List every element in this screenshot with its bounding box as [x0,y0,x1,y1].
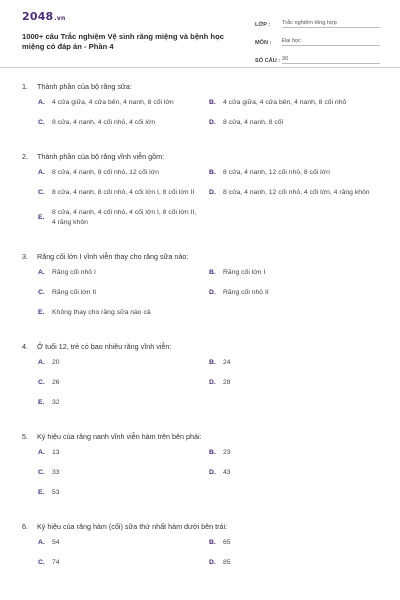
question-stem: Ký hiệu của răng nanh vĩnh viễn hàm trên bên phải: [37,432,202,441]
question-number: 6. [22,522,28,531]
option-text: 33 [52,469,60,476]
option-key: C. [38,189,45,196]
option-text: 24 [223,359,231,366]
option-text: Răng cối lớn I [223,269,266,276]
answer-option[interactable] [38,468,209,478]
answer-option[interactable] [209,268,380,278]
question-number: 4. [22,342,28,351]
option-key: A. [38,359,45,366]
question-item [22,152,380,238]
meta-label: LỚP : [255,22,271,28]
option-key: A. [38,169,45,176]
answer-option[interactable] [38,398,209,408]
option-key: C. [38,119,45,126]
option-key: A. [38,99,45,106]
answer-option[interactable] [38,448,209,458]
question-text [22,252,380,262]
option-text: 8 cửa, 4 nanh, 12 cối nhỏ, 8 cối lớn [223,169,330,176]
answer-option[interactable] [209,188,380,198]
meta-label: SỐ CÂU : [255,58,281,64]
option-text: 8 cửa, 4 nanh, 8 cối nhỏ, 12 cối lớn [52,169,159,176]
meta-row [255,50,380,64]
option-key: B. [209,99,216,106]
answer-option[interactable] [209,448,380,458]
option-text: 20 [52,359,60,366]
answer-option[interactable] [209,378,380,388]
question-number: 5. [22,432,28,441]
option-text: 28 [223,379,231,386]
document-meta [255,14,380,68]
option-key: D. [209,289,216,296]
option-text: Không thay cho răng sữa nào cả [52,309,151,316]
answer-option[interactable] [38,308,209,318]
answer-option[interactable] [38,168,209,178]
logo-suffix: .vn [54,15,66,22]
option-text: 23 [223,449,231,456]
answer-option[interactable] [38,488,209,498]
answer-option[interactable] [209,98,380,108]
answer-option[interactable] [209,168,380,178]
answer-options [22,168,380,238]
option-text: 65 [223,539,231,546]
question-number: 2. [22,152,28,161]
question-stem: Ký hiệu của răng hàm (cối) sữa thứ nhất hàm dưới bên trái: [37,522,228,531]
question-text [22,522,380,532]
option-key: D. [209,559,216,566]
option-text: 8 cửa, 4 nanh, 4 cối nhỏ, 4 cối lớn I, 8 cối lớn II, 4 răng khôn [52,209,197,226]
option-key: C. [38,469,45,476]
option-text: 4 cửa giữa, 4 cửa bên, 4 nanh, 8 cối lớn [52,99,174,106]
question-item [22,432,380,508]
option-text: 43 [223,469,231,476]
answer-option[interactable] [38,118,209,128]
option-key: B. [209,539,216,546]
question-number: 1. [22,82,28,91]
option-key: A. [38,449,45,456]
answer-option[interactable] [38,288,209,298]
answer-option[interactable] [209,358,380,368]
option-text: 8 cửa, 4 nanh, 4 cối nhỏ, 4 cối lớn [52,119,156,126]
option-key: E. [38,214,45,221]
document-title: 1000+ câu Trắc nghiệm Vệ sinh răng miệng và bệnh học miệng có đáp án - Phần 4 [22,32,224,51]
question-number: 3. [22,252,28,261]
option-text: 85 [223,559,231,566]
option-key: D. [209,379,216,386]
option-text: 54 [52,539,60,546]
answer-options [22,358,380,418]
option-text: 8 cửa, 4 nanh, 8 cối nhỏ, 4 cối lớn I, 8 cối lớn II [52,189,195,196]
answer-option[interactable] [38,98,209,108]
question-text [22,342,380,352]
option-key: C. [38,289,45,296]
question-text [22,82,380,92]
answer-option[interactable] [38,558,209,568]
option-key: D. [209,189,216,196]
answer-option[interactable] [209,288,380,298]
option-text: 32 [52,399,60,406]
question-item [22,522,380,578]
meta-value: 30 [282,56,380,64]
option-key: A. [38,539,45,546]
option-text: 8 cửa, 4 nanh, 8 cối [223,119,284,126]
option-key: C. [38,379,45,386]
answer-option[interactable] [38,208,209,228]
option-text: 13 [52,449,60,456]
answer-option[interactable] [209,118,380,128]
answer-option[interactable] [209,558,380,568]
option-text: 8 cửa, 4 nanh, 12 cối nhỏ, 4 cối lớn, 4 răng khôn [223,189,370,196]
option-text: Răng cối nhỏ I [52,269,96,276]
option-key: E. [38,309,45,316]
option-text: Răng cối lớn II [52,289,97,296]
option-key: B. [209,269,216,276]
option-key: E. [38,399,45,406]
answer-option[interactable] [38,358,209,368]
question-stem: Ở tuổi 12, trẻ có bao nhiêu răng vĩnh viễn: [37,342,172,351]
answer-option[interactable] [209,468,380,478]
answer-options [22,538,380,578]
option-text: 4 cửa giữa, 4 cửa bên, 4 nanh, 8 cối nhỏ [223,99,347,106]
answer-options [22,268,380,328]
question-text [22,152,380,162]
meta-label: MÔN : [255,40,272,46]
answer-options [22,448,380,508]
logo-text: 2048 [22,10,54,23]
option-text: 53 [52,489,60,496]
answer-option[interactable] [38,268,209,278]
question-stem: Thành phần của bộ răng vĩnh viễn gồm: [37,152,165,161]
document-header [0,0,400,66]
option-key: C. [38,559,45,566]
question-list [0,68,400,600]
option-key: D. [209,469,216,476]
option-key: B. [209,449,216,456]
meta-value: Trắc nghiệm tổng hợp [282,20,380,28]
question-item [22,82,380,138]
option-key: A. [38,269,45,276]
question-stem: Răng cối lớn I vĩnh viễn thay cho răng sữa nào: [37,252,189,261]
option-text: Răng cối nhỏ II [223,289,269,296]
question-item [22,252,380,328]
question-item [22,342,380,418]
answer-option[interactable] [209,538,380,548]
meta-row [255,32,380,46]
answer-options [22,98,380,138]
option-text: 26 [52,379,60,386]
option-key: B. [209,169,216,176]
answer-option[interactable] [38,378,209,388]
meta-value: Đại học [282,38,380,46]
option-key: E. [38,489,45,496]
option-key: D. [209,119,216,126]
option-key: B. [209,359,216,366]
question-stem: Thành phần của bộ răng sữa: [37,82,132,91]
question-text [22,432,380,442]
option-text: 74 [52,559,60,566]
meta-row [255,14,380,28]
answer-option[interactable] [38,188,209,198]
answer-option[interactable] [38,538,209,548]
